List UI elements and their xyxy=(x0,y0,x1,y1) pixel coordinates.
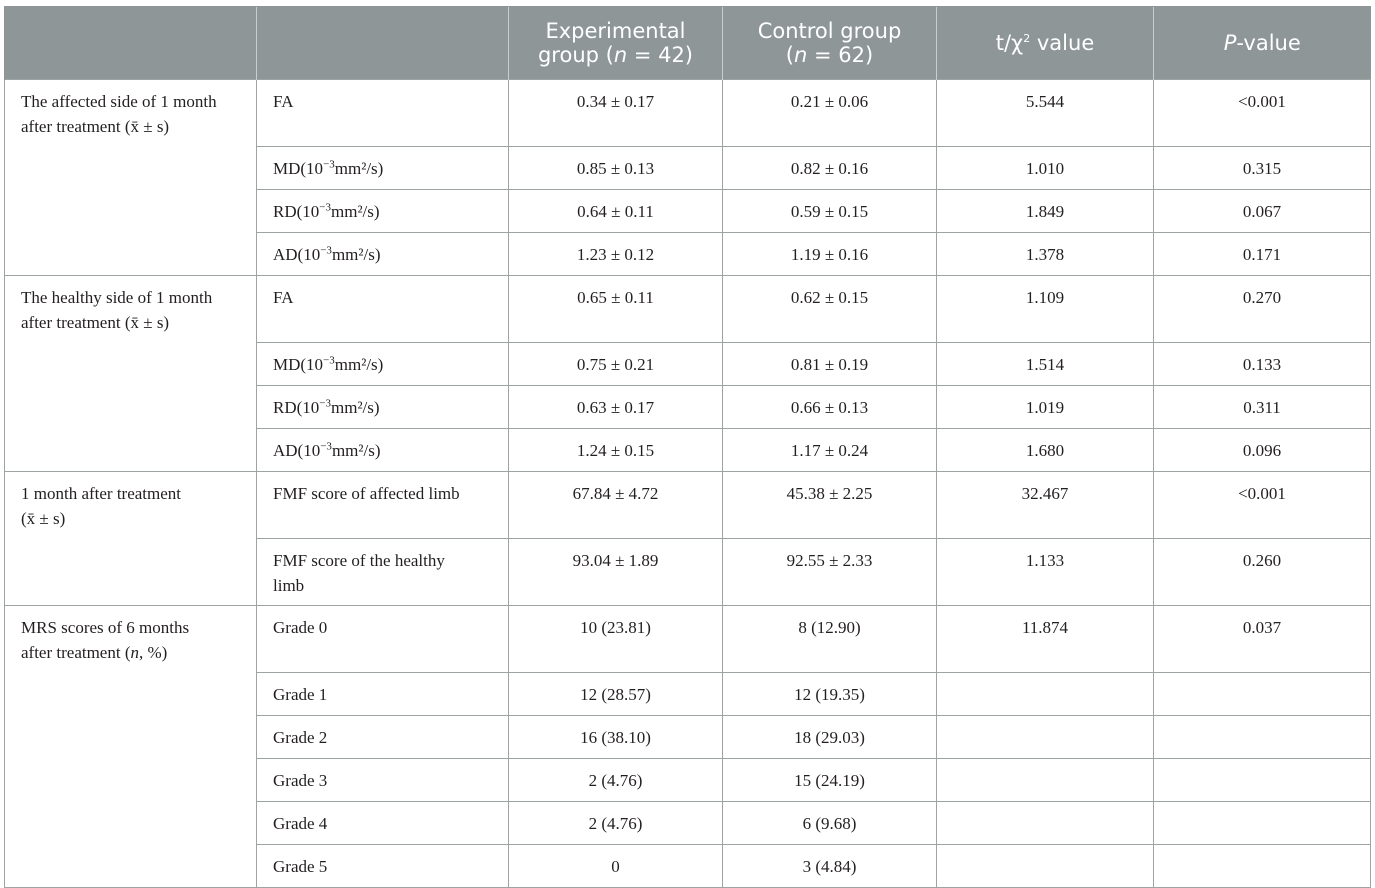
control-value: 12 (19.35) xyxy=(723,673,937,716)
row-item: FMF score of affected limb xyxy=(257,472,509,539)
header-experimental-group xyxy=(509,7,723,80)
header-control-group xyxy=(723,7,937,80)
header-experimental-n-value: = 42) xyxy=(627,43,694,67)
row-item xyxy=(257,386,509,429)
header-item-column xyxy=(257,7,509,80)
statistic-value: 1.514 xyxy=(937,343,1154,386)
control-value: 6 (9.68) xyxy=(723,802,937,845)
control-value: 0.66 ± 0.13 xyxy=(723,386,937,429)
p-value: <0.001 xyxy=(1154,472,1371,539)
row-item: Grade 0 xyxy=(257,606,509,673)
p-value: 0.067 xyxy=(1154,190,1371,233)
table-row xyxy=(5,472,1371,539)
control-value: 0.21 ± 0.06 xyxy=(723,80,937,147)
p-value: 0.171 xyxy=(1154,233,1371,276)
statistic-value xyxy=(937,673,1154,716)
experimental-value: 0.63 ± 0.17 xyxy=(509,386,723,429)
row-item: Grade 4 xyxy=(257,802,509,845)
group-label-line2: after treatment (x̄ ± s) xyxy=(21,117,170,136)
header-experimental-line1: Experimental xyxy=(545,19,686,43)
row-item-line2: limb xyxy=(273,576,305,595)
row-item-line1: FMF score of the healthy xyxy=(273,551,445,570)
row-item xyxy=(257,429,509,472)
statistic-value xyxy=(937,845,1154,888)
p-value xyxy=(1154,716,1371,759)
header-control-line1: Control group xyxy=(757,19,902,43)
experimental-value: 93.04 ± 1.89 xyxy=(509,539,723,606)
row-item xyxy=(257,343,509,386)
statistic-value xyxy=(937,802,1154,845)
control-value: 0.82 ± 0.16 xyxy=(723,147,937,190)
group-label-healthy-side xyxy=(5,276,257,472)
p-value: 0.315 xyxy=(1154,147,1371,190)
row-item-post: mm²/s) xyxy=(334,355,384,374)
p-value: 0.133 xyxy=(1154,343,1371,386)
group-label-line2 xyxy=(21,640,248,665)
row-item-sup: −3 xyxy=(319,397,331,410)
control-value: 45.38 ± 2.25 xyxy=(723,472,937,539)
control-value: 18 (29.03) xyxy=(723,716,937,759)
row-item: Grade 3 xyxy=(257,759,509,802)
group-label-line2: (x̄ ± s) xyxy=(21,509,66,528)
row-item-post: mm²/s) xyxy=(334,159,384,178)
p-value xyxy=(1154,673,1371,716)
p-value xyxy=(1154,802,1371,845)
p-value xyxy=(1154,845,1371,888)
row-item-sup: −3 xyxy=(323,354,335,367)
group-label-mrs-scores xyxy=(5,606,257,888)
experimental-value: 16 (38.10) xyxy=(509,716,723,759)
results-table-container xyxy=(4,6,1370,888)
p-value: 0.260 xyxy=(1154,539,1371,606)
header-p-value xyxy=(1154,7,1371,80)
experimental-value: 0.34 ± 0.17 xyxy=(509,80,723,147)
control-value: 0.59 ± 0.15 xyxy=(723,190,937,233)
experimental-value: 0.64 ± 0.11 xyxy=(509,190,723,233)
row-item: FA xyxy=(257,276,509,343)
p-value: <0.001 xyxy=(1154,80,1371,147)
experimental-value: 0.85 ± 0.13 xyxy=(509,147,723,190)
control-value: 1.19 ± 0.16 xyxy=(723,233,937,276)
row-item xyxy=(257,233,509,276)
statistic-value: 1.849 xyxy=(937,190,1154,233)
statistic-value xyxy=(937,759,1154,802)
p-value: 0.311 xyxy=(1154,386,1371,429)
header-statistic xyxy=(937,7,1154,80)
row-item xyxy=(257,190,509,233)
row-item-post: mm²/s) xyxy=(331,398,380,417)
group-label-line2-post: , %) xyxy=(139,643,168,662)
header-control-line2 xyxy=(731,43,928,67)
control-value: 0.81 ± 0.19 xyxy=(723,343,937,386)
row-item xyxy=(257,147,509,190)
header-p-rest: -value xyxy=(1236,31,1301,55)
experimental-value: 10 (23.81) xyxy=(509,606,723,673)
header-statistic-sup: 2 xyxy=(1023,32,1031,45)
row-item-pre: AD(10 xyxy=(273,245,321,264)
statistic-value: 1.378 xyxy=(937,233,1154,276)
statistic-value: 1.019 xyxy=(937,386,1154,429)
row-item-post: mm²/s) xyxy=(331,245,381,264)
header-experimental-n: n xyxy=(613,43,628,67)
group-label-line2-pre: after treatment ( xyxy=(21,643,131,662)
experimental-value: 12 (28.57) xyxy=(509,673,723,716)
header-row xyxy=(5,7,1371,80)
group-label-line1: 1 month after treatment xyxy=(21,484,182,503)
header-control-n: n xyxy=(794,43,808,67)
group-label-one-month xyxy=(5,472,257,606)
experimental-value: 2 (4.76) xyxy=(509,802,723,845)
row-item: FA xyxy=(257,80,509,147)
group-label-line1: The healthy side of 1 month xyxy=(21,288,213,307)
header-p-italic: P xyxy=(1223,31,1237,55)
row-item: Grade 2 xyxy=(257,716,509,759)
group-label-affected-side xyxy=(5,80,257,276)
statistic-value: 11.874 xyxy=(937,606,1154,673)
control-value: 3 (4.84) xyxy=(723,845,937,888)
row-item-post: mm²/s) xyxy=(331,202,380,221)
row-item-pre: MD(10 xyxy=(273,355,324,374)
row-item-pre: AD(10 xyxy=(273,441,321,460)
row-item-post: mm²/s) xyxy=(331,441,381,460)
table-row xyxy=(5,80,1371,147)
experimental-value: 2 (4.76) xyxy=(509,759,723,802)
group-label-line2-italic: n xyxy=(130,643,139,662)
control-value: 0.62 ± 0.15 xyxy=(723,276,937,343)
experimental-value: 1.24 ± 0.15 xyxy=(509,429,723,472)
table-row xyxy=(5,276,1371,343)
p-value: 0.270 xyxy=(1154,276,1371,343)
p-value: 0.096 xyxy=(1154,429,1371,472)
row-item-sup: −3 xyxy=(320,244,332,257)
header-group-column xyxy=(5,7,257,80)
results-table xyxy=(4,6,1371,888)
statistic-value: 5.544 xyxy=(937,80,1154,147)
header-experimental-line2 xyxy=(517,43,714,67)
header-statistic-post: value xyxy=(1030,31,1095,55)
control-value: 1.17 ± 0.24 xyxy=(723,429,937,472)
row-item-pre: RD(10 xyxy=(273,202,320,221)
statistic-value xyxy=(937,716,1154,759)
group-label-line2: after treatment (x̄ ± s) xyxy=(21,313,170,332)
row-item-pre: RD(10 xyxy=(273,398,320,417)
row-item-pre: MD(10 xyxy=(273,159,324,178)
header-control-n-value: = 62) xyxy=(807,43,874,67)
statistic-value: 1.109 xyxy=(937,276,1154,343)
row-item-sup: −3 xyxy=(320,440,332,453)
header-statistic-pre: t/χ xyxy=(995,31,1024,55)
p-value xyxy=(1154,759,1371,802)
experimental-value: 1.23 ± 0.12 xyxy=(509,233,723,276)
header-experimental-n-prefix: group ( xyxy=(537,43,614,67)
group-label-line1: The affected side of 1 month xyxy=(21,92,217,111)
row-item: Grade 5 xyxy=(257,845,509,888)
group-label-line1: MRS scores of 6 months xyxy=(21,618,190,637)
experimental-value: 67.84 ± 4.72 xyxy=(509,472,723,539)
statistic-value: 1.133 xyxy=(937,539,1154,606)
table-row xyxy=(5,606,1371,673)
p-value: 0.037 xyxy=(1154,606,1371,673)
row-item: Grade 1 xyxy=(257,673,509,716)
statistic-value: 32.467 xyxy=(937,472,1154,539)
statistic-value: 1.010 xyxy=(937,147,1154,190)
experimental-value: 0.75 ± 0.21 xyxy=(509,343,723,386)
row-item-sup: −3 xyxy=(323,158,335,171)
experimental-value: 0.65 ± 0.11 xyxy=(509,276,723,343)
header-control-n-prefix: ( xyxy=(785,43,794,67)
control-value: 15 (24.19) xyxy=(723,759,937,802)
row-item-sup: −3 xyxy=(319,201,331,214)
control-value: 8 (12.90) xyxy=(723,606,937,673)
control-value: 92.55 ± 2.33 xyxy=(723,539,937,606)
statistic-value: 1.680 xyxy=(937,429,1154,472)
row-item xyxy=(257,539,509,606)
experimental-value: 0 xyxy=(509,845,723,888)
